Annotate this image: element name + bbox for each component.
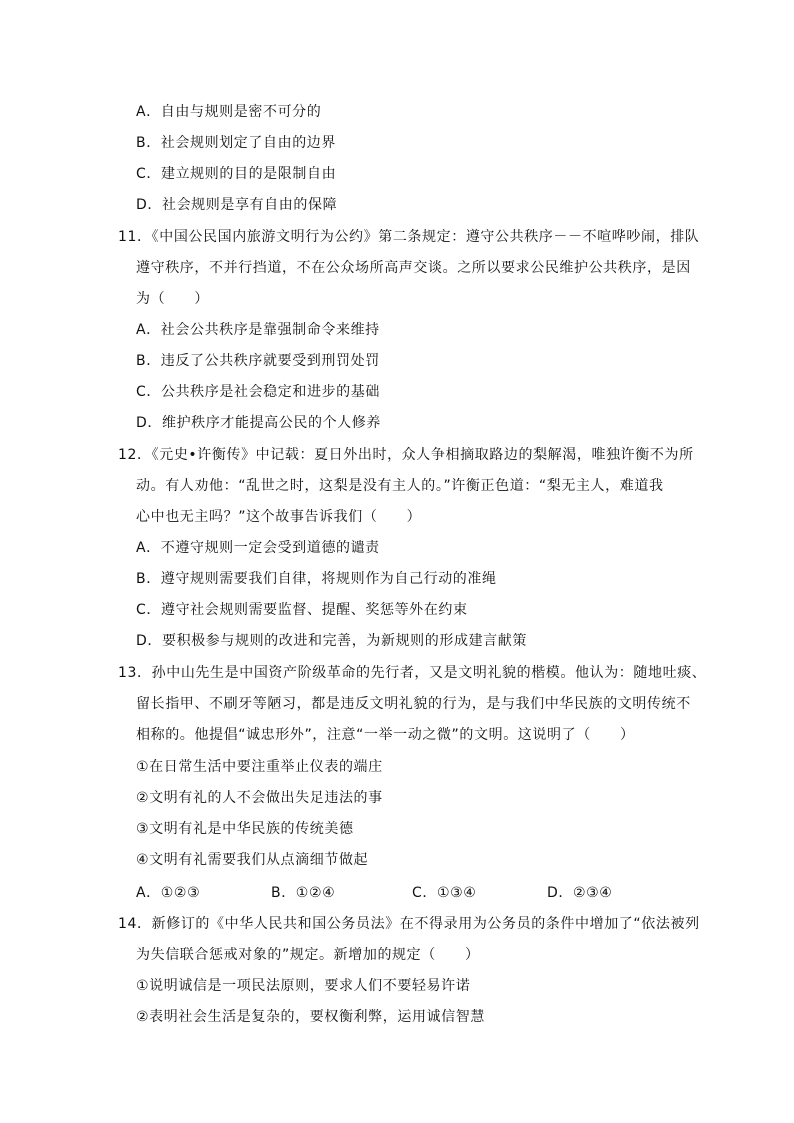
- q12-stem-line-1: 12．《元史•许衡传》中记载：夏日外出时，众人争相摘取路边的梨解渴，唯独许衡不为所: [118, 447, 694, 463]
- q13-choice-c: C．①③④: [412, 885, 477, 901]
- q14-stem-line-1: 14．新修订的《中华人民共和国公务员法》在不得录用为公务员的条件中增加了“依法被列: [118, 916, 700, 932]
- q13-stem-line-1: 13．孙中山先生是中国资产阶级革命的先行者，又是文明礼貌的楷模。他认为：随地吐痰、: [118, 665, 707, 681]
- q12-stem-line-2: 动。有人劝他：“乱世之时，这梨是没有主人的。”许衡正色道：“梨无主人，难道我: [136, 478, 664, 494]
- q10-option-b: B．社会规则划定了自由的边界: [136, 135, 337, 151]
- q13-choice-b: B．①②④: [271, 885, 336, 901]
- q10-option-a: A．自由与规则是密不可分的: [136, 104, 322, 120]
- q13-statement-3: ③文明有礼是中华民族的传统美德: [136, 821, 354, 837]
- q11-option-a: A．社会公共秩序是靠强制命令来维持: [136, 322, 380, 338]
- q12-option-b: B．遵守规则需要我们自律，将规则作为自己行动的准绳: [136, 571, 497, 587]
- q10-option-d: D．社会规则是享有自由的保障: [136, 197, 338, 213]
- q13-stem-line-3: 相称的。他提倡“诚忠形外”，注意“一举一动之微”的文明。这说明了（ ）: [136, 727, 635, 743]
- q11-option-d: D．维护秩序才能提高公民的个人修养: [136, 415, 381, 431]
- q13-statement-2: ②文明有礼的人不会做出失足违法的事: [136, 790, 383, 806]
- q12-stem-line-3: 心中也无主吗？”这个故事告诉我们（ ）: [136, 509, 422, 525]
- q12-option-c: C．遵守社会规则需要监督、提醒、奖惩等外在约束: [136, 602, 468, 618]
- q12-option-a: A．不遵守规则一定会受到道德的谴责: [136, 540, 380, 556]
- q14-statement-1: ①说明诚信是一项民法原则，要求人们不要轻易许诺: [136, 978, 471, 994]
- q11-stem-line-1: 11．《中国公民国内旅游文明行为公约》第二条规定：遵守公共秩序－－不喧哗吵闹，排队: [118, 229, 700, 245]
- q11-stem-line-2: 遵守秩序，不并行挡道，不在公众场所高声交谈。之所以要求公民维护公共秩序，是因: [136, 260, 691, 276]
- q13-statement-4: ④文明有礼需要我们从点滴细节做起: [136, 852, 369, 868]
- q11-option-b: B．违反了公共秩序就要受到刑罚处罚: [136, 353, 380, 369]
- q13-stem-line-2: 留长指甲、不刷牙等陋习，都是违反文明礼貌的行为，是与我们中华民族的文明传统不: [136, 696, 691, 712]
- q11-option-c: C．公共秩序是社会稳定和进步的基础: [136, 384, 380, 400]
- q13-choice-d: D．②③④: [547, 885, 613, 901]
- q12-option-d: D．要积极参与规则的改进和完善，为新规则的形成建言献策: [136, 633, 527, 649]
- q13-choices: [136, 883, 656, 903]
- q14-statement-2: ②表明社会生活是复杂的，要权衡利弊，运用诚信智慧: [136, 1009, 485, 1025]
- q10-option-c: C．建立规则的目的是限制自由: [136, 166, 337, 182]
- q11-stem-line-3: 为（ ）: [136, 291, 209, 307]
- q14-stem-line-2: 为失信联合惩戒对象的”规定。新增加的规定（ ）: [136, 947, 480, 963]
- q13-statement-1: ①在日常生活中要注重举止仪表的端庄: [136, 759, 383, 775]
- q13-choice-a: A．①②③: [136, 885, 201, 901]
